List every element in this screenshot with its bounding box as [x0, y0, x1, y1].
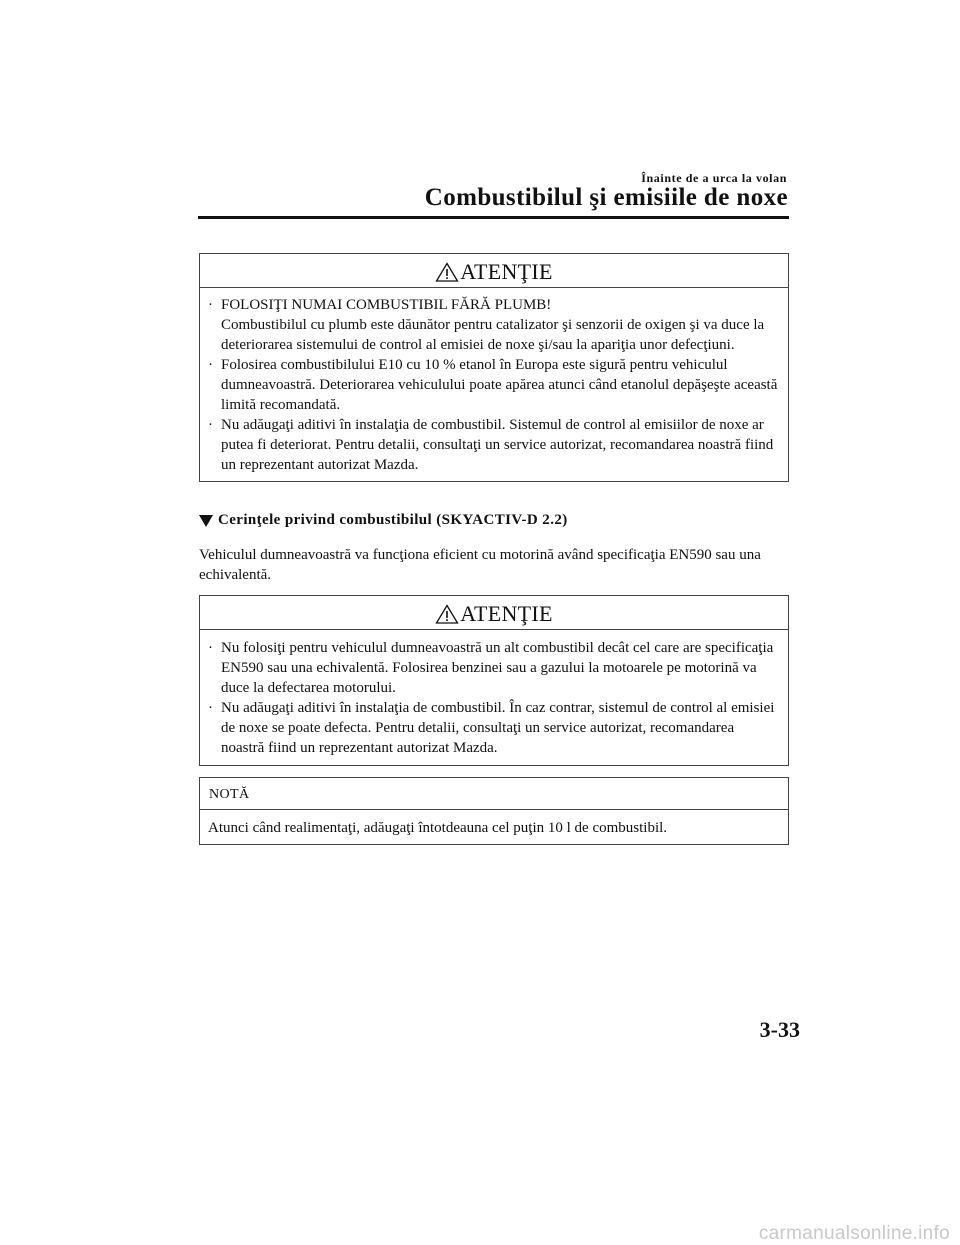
warning-bullet — [208, 698, 780, 758]
section-paragraph: Vehiculul dumneavoastră va funcţiona eficient cu motorină având specificaţia EN590 sau una echivalentă. — [199, 547, 761, 583]
warning-bullet — [208, 355, 780, 415]
warning-item-text: Nu folosiţi pentru vehiculul dumneavoastră un alt combustibil decât cel care are specificaţia EN590 sau una echivalentă. Folosirea benzinei sau a gazului la motoarele pe motorină va duce la defectarea motorului. — [221, 640, 774, 696]
watermark: carmanualsonline.info — [758, 1223, 950, 1244]
bullet-dot: · — [208, 700, 213, 716]
warning-box-1-body — [200, 288, 788, 481]
header-rule — [198, 216, 789, 219]
warning-triangle-icon — [435, 604, 459, 624]
bullet-dot: · — [208, 640, 213, 656]
warning-item-text: Nu adăugaţi aditivi în instalaţia de combustibil. Sistemul de control al emisiilor de noxe ar putea fi deteriorat. Pentru detalii, consultaţi un service autorizat, recomandarea noastră fiind un reprezentant autorizat Mazda. — [221, 417, 774, 473]
page-title: Combustibilul şi emisiile de noxe — [424, 184, 788, 211]
section-heading-text: Cerinţele privind combustibilul (SKYACTIV-D 2.2) — [218, 512, 568, 528]
warning-box-1-header — [200, 254, 788, 288]
page-number: 3-33 — [759, 1017, 800, 1042]
warning-box-2-body — [200, 630, 788, 765]
bullet-dot: · — [208, 357, 213, 373]
header-kicker: Înainte de a urca la volan — [641, 171, 787, 185]
warning-bullet — [208, 295, 780, 355]
warning-label: ATENŢIE — [460, 601, 553, 626]
warning-label: ATENŢIE — [460, 259, 553, 284]
triangle-down-icon — [199, 515, 213, 527]
section-heading — [199, 512, 568, 529]
warning-triangle-icon — [435, 262, 459, 282]
note-box — [199, 777, 789, 845]
warning-box-2 — [199, 595, 789, 766]
warning-box-2-header — [200, 596, 788, 630]
warning-bullet — [208, 638, 780, 698]
note-header: NOTĂ — [200, 780, 788, 810]
warning-bullet — [208, 415, 780, 475]
bullet-dot: · — [208, 297, 213, 313]
note-text: Atunci când realimentaţi, adăugaţi întotdeauna cel puţin 10 l de combustibil. — [208, 820, 668, 836]
bullet-dot: · — [208, 417, 213, 433]
warning-item-text: FOLOSIŢI NUMAI COMBUSTIBIL FĂRĂ PLUMB! Combustibilul cu plumb este dăunător pentru catalizator şi senzorii de oxigen şi va duce la deteriorarea sistemului de control al emisiei de noxe şi/sau la apariţia unor defecţiuni. — [221, 297, 765, 353]
warning-item-text: Folosirea combustibilului E10 cu 10 % etanol în Europa este sigură pentru vehiculul dumneavoastră. Deteriorarea vehiculului poate apărea atunci când etanolul depăşeşte această limită recomandată. — [221, 357, 778, 413]
warning-box-1 — [199, 253, 789, 482]
warning-item-text: Nu adăugaţi aditivi în instalaţia de combustibil. În caz contrar, sistemul de control al emisiei de noxe se poate defecta. Pentru detalii, consultaţi un service autorizat, recomandarea noastră fiind un reprezentant autorizat Mazda. — [221, 700, 775, 756]
